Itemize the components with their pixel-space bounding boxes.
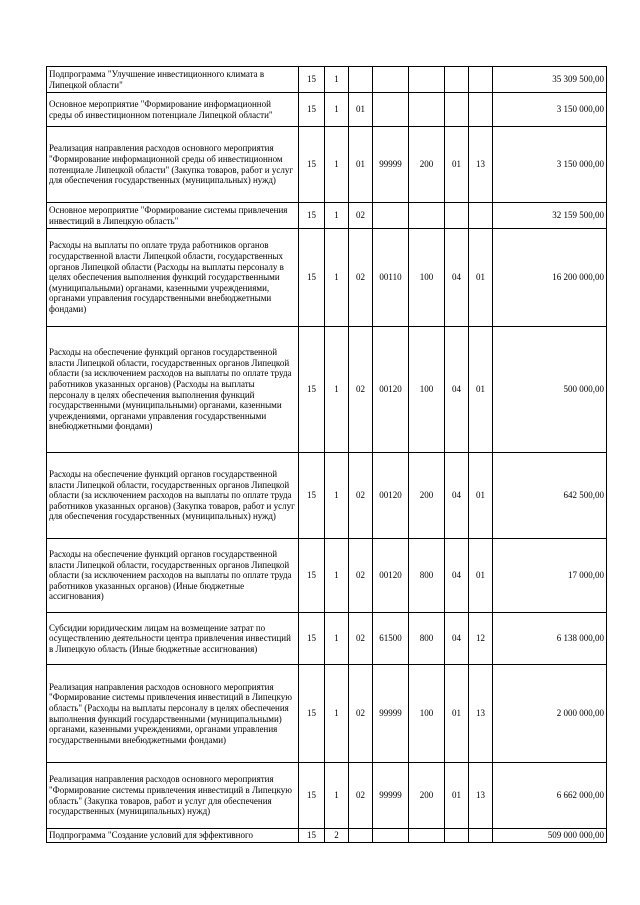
cell-activity: 02 — [349, 203, 373, 229]
cell-subsection — [469, 67, 493, 93]
cell-activity: 02 — [349, 327, 373, 453]
table-row — [47, 613, 607, 665]
cell-amount: 3 150 000,00 — [493, 93, 607, 127]
cell-activity: 01 — [349, 93, 373, 127]
cell-activity: 02 — [349, 453, 373, 539]
cell-expense-type: 200 — [409, 127, 445, 203]
cell-expense-type: 200 — [409, 763, 445, 829]
cell-section — [445, 93, 469, 127]
cell-program: 15 — [299, 829, 325, 843]
cell-subsection: 01 — [469, 539, 493, 613]
table-row — [47, 229, 607, 327]
cell-expense-type — [409, 93, 445, 127]
cell-subsection: 13 — [469, 665, 493, 763]
cell-program: 15 — [299, 93, 325, 127]
cell-direction — [373, 829, 409, 843]
cell-direction: 00110 — [373, 229, 409, 327]
cell-subprogram: 1 — [325, 127, 349, 203]
cell-name: Расходы на обеспечение функций органов государственной власти Липецкой области, государственных органов Липецкой области (за исключением расходов на выплаты по оплате труда работников указанных органов) (Расходы на выплаты персоналу в целях обеспечения выполнения функций государственными (муниципальными) органами, казенными учреждениями, органами управления государственными внебюджетными фондами) — [47, 327, 299, 453]
cell-subprogram: 1 — [325, 453, 349, 539]
cell-direction — [373, 67, 409, 93]
cell-program: 15 — [299, 665, 325, 763]
cell-subsection — [469, 829, 493, 843]
cell-name: Расходы на выплаты по оплате труда работников органов государственной власти Липецкой области, государственных органов Липецкой области (Расходы на выплаты персоналу в целях обеспечения выполнения функций государственными (муниципальными) органами, казенными учреждениями, органами управления государственными внебюджетными фондами) — [47, 229, 299, 327]
cell-amount: 6 662 000,00 — [493, 763, 607, 829]
cell-expense-type — [409, 829, 445, 843]
table-row — [47, 67, 607, 93]
cell-section: 04 — [445, 229, 469, 327]
cell-direction — [373, 93, 409, 127]
cell-subprogram: 1 — [325, 327, 349, 453]
cell-name: Реализация направления расходов основного мероприятия "Формирование информационной среды об инвестиционном потенциале Липецкой области" (Закупка товаров, работ и услуг для обеспечения государственных (муниципальных) нужд) — [47, 127, 299, 203]
table-row — [47, 93, 607, 127]
cell-name: Основное мероприятие "Формирование информационной среды об инвестиционном потенциале Липецкой области" — [47, 93, 299, 127]
table-row — [47, 127, 607, 203]
cell-name: Подпрограмма "Создание условий для эффективного — [47, 829, 299, 843]
table-row — [47, 453, 607, 539]
cell-subprogram: 2 — [325, 829, 349, 843]
cell-section — [445, 203, 469, 229]
cell-activity: 02 — [349, 539, 373, 613]
cell-amount: 3 150 000,00 — [493, 127, 607, 203]
cell-expense-type — [409, 67, 445, 93]
cell-section: 04 — [445, 539, 469, 613]
cell-direction: 99999 — [373, 763, 409, 829]
cell-amount: 500 000,00 — [493, 327, 607, 453]
cell-subprogram: 1 — [325, 203, 349, 229]
cell-program: 15 — [299, 539, 325, 613]
table-row — [47, 203, 607, 229]
cell-subsection: 13 — [469, 127, 493, 203]
cell-activity: 02 — [349, 763, 373, 829]
cell-amount: 17 000,00 — [493, 539, 607, 613]
cell-amount: 509 000 000,00 — [493, 829, 607, 843]
cell-expense-type — [409, 203, 445, 229]
cell-direction: 00120 — [373, 453, 409, 539]
cell-expense-type: 100 — [409, 327, 445, 453]
cell-amount: 32 159 500,00 — [493, 203, 607, 229]
cell-subsection: 01 — [469, 327, 493, 453]
cell-subsection — [469, 93, 493, 127]
cell-section: 04 — [445, 327, 469, 453]
cell-name: Субсидии юридическим лицам на возмещение затрат по осуществлению деятельности центра привлечения инвестиций в Липецкую область (Иные бюджетные ассигнования) — [47, 613, 299, 665]
cell-section: 01 — [445, 127, 469, 203]
cell-activity: 02 — [349, 613, 373, 665]
cell-activity: 01 — [349, 127, 373, 203]
cell-program: 15 — [299, 67, 325, 93]
table-row — [47, 763, 607, 829]
cell-program: 15 — [299, 229, 325, 327]
cell-name: Реализация направления расходов основного мероприятия "Формирование системы привлечения инвестиций в Липецкую область" (Расходы на выплаты персоналу в целях обеспечения выполнения функций государственными (муниципальными) органами, казенными учреждениями, органами управления государственными внебюджетными фондами) — [47, 665, 299, 763]
cell-amount: 6 138 000,00 — [493, 613, 607, 665]
cell-section — [445, 67, 469, 93]
cell-direction: 99999 — [373, 665, 409, 763]
cell-subprogram: 1 — [325, 613, 349, 665]
cell-activity — [349, 67, 373, 93]
cell-subsection: 01 — [469, 453, 493, 539]
cell-direction: 61500 — [373, 613, 409, 665]
cell-name: Расходы на обеспечение функций органов государственной власти Липецкой области, государственных органов Липецкой области (за исключением расходов на выплаты по оплате труда работников указанных органов) (Закупка товаров, работ и услуг для обеспечения государственных (муниципальных) нужд) — [47, 453, 299, 539]
cell-amount: 16 200 000,00 — [493, 229, 607, 327]
table-row — [47, 327, 607, 453]
table-row — [47, 539, 607, 613]
cell-expense-type: 200 — [409, 453, 445, 539]
cell-program: 15 — [299, 453, 325, 539]
cell-section: 01 — [445, 763, 469, 829]
cell-expense-type: 100 — [409, 665, 445, 763]
cell-activity: 02 — [349, 229, 373, 327]
cell-amount: 2 000 000,00 — [493, 665, 607, 763]
cell-section: 01 — [445, 665, 469, 763]
table-row — [47, 665, 607, 763]
cell-subprogram: 1 — [325, 763, 349, 829]
cell-program: 15 — [299, 327, 325, 453]
cell-section — [445, 829, 469, 843]
cell-program: 15 — [299, 127, 325, 203]
cell-subprogram: 1 — [325, 665, 349, 763]
cell-expense-type: 800 — [409, 613, 445, 665]
cell-subsection: 01 — [469, 229, 493, 327]
cell-name: Реализация направления расходов основного мероприятия "Формирование системы привлечения инвестиций в Липецкую область" (Закупка товаров, работ и услуг для обеспечения государственных (муниципальных) нужд) — [47, 763, 299, 829]
cell-subsection — [469, 203, 493, 229]
cell-subsection: 12 — [469, 613, 493, 665]
cell-program: 15 — [299, 203, 325, 229]
cell-activity — [349, 829, 373, 843]
cell-direction: 99999 — [373, 127, 409, 203]
cell-subsection: 13 — [469, 763, 493, 829]
cell-direction: 00120 — [373, 327, 409, 453]
budget-table — [46, 66, 607, 843]
cell-section: 04 — [445, 453, 469, 539]
cell-name: Основное мероприятие "Формирование системы привлечения инвестиций в Липецкую область" — [47, 203, 299, 229]
cell-section: 04 — [445, 613, 469, 665]
cell-name: Подпрограмма "Улучшение инвестиционного климата в Липецкой области" — [47, 67, 299, 93]
cell-expense-type: 800 — [409, 539, 445, 613]
cell-direction — [373, 203, 409, 229]
cell-program: 15 — [299, 763, 325, 829]
cell-activity: 02 — [349, 665, 373, 763]
cell-direction: 00120 — [373, 539, 409, 613]
cell-subprogram: 1 — [325, 93, 349, 127]
cell-program: 15 — [299, 613, 325, 665]
cell-name: Расходы на обеспечение функций органов государственной власти Липецкой области, государственных органов Липецкой области (за исключением расходов на выплаты по оплате труда работников указанных органов) (Иные бюджетные ассигнования) — [47, 539, 299, 613]
cell-subprogram: 1 — [325, 67, 349, 93]
cell-subprogram: 1 — [325, 229, 349, 327]
cell-expense-type: 100 — [409, 229, 445, 327]
table-row — [47, 829, 607, 843]
cell-subprogram: 1 — [325, 539, 349, 613]
cell-amount: 35 309 500,00 — [493, 67, 607, 93]
cell-amount: 642 500,00 — [493, 453, 607, 539]
